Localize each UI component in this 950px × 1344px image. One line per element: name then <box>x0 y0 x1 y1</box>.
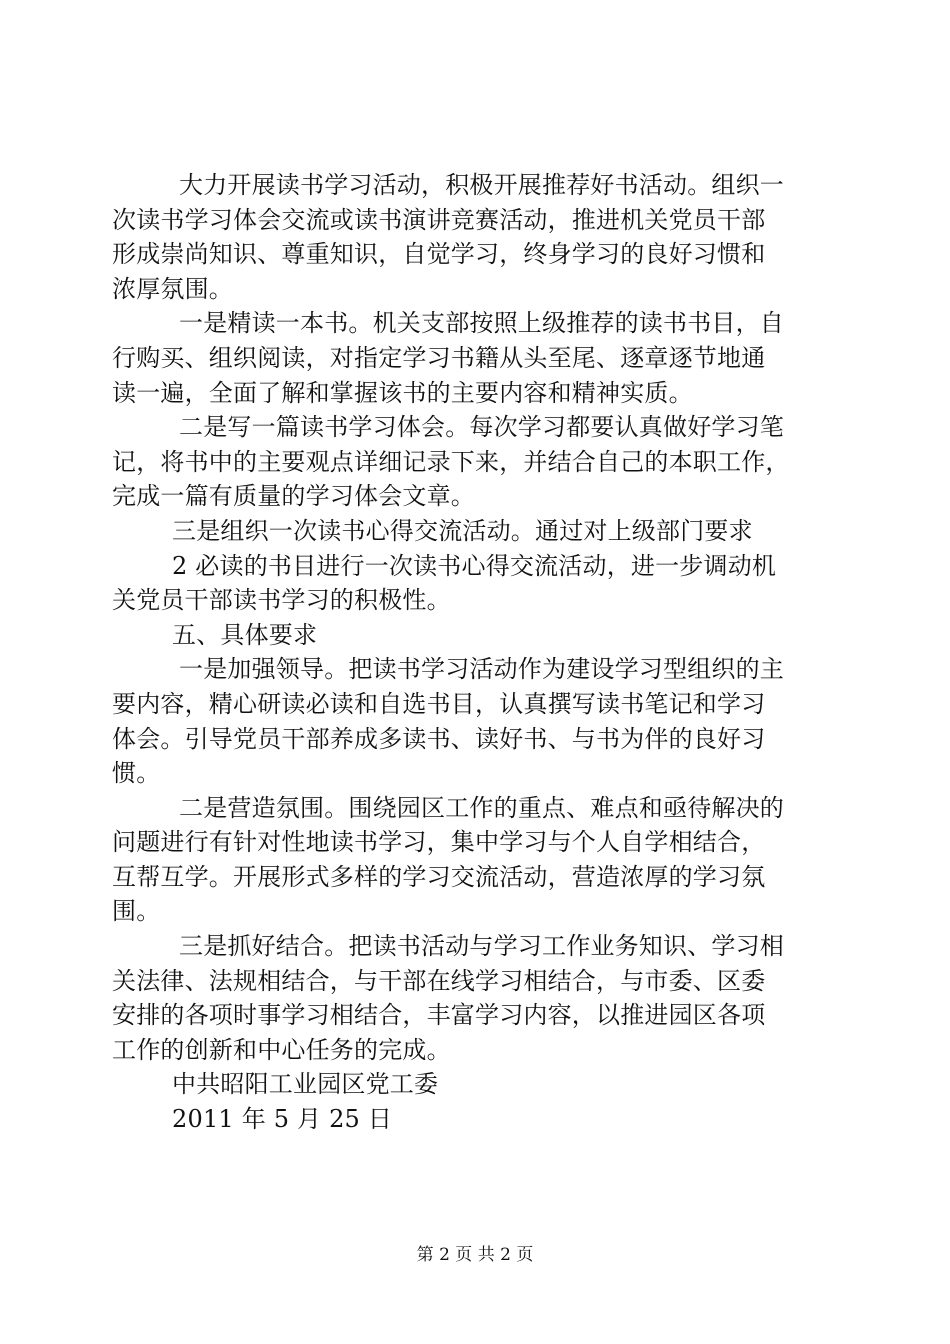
section-heading: 五、具体要求 <box>172 620 318 649</box>
paragraph-line: 行购买、组织阅读，对指定学习书籍从头至尾、逐章逐节地通 <box>112 343 766 372</box>
paragraph-line: 完成一篇有质量的学习体会文章。 <box>112 482 475 511</box>
page-footer: 第 2 页 共 2 页 <box>416 1245 534 1265</box>
paragraph-line: 工作的创新和中心任务的完成。 <box>112 1035 451 1064</box>
paragraph-line: 一是精读一本书。机关支部按照上级推荐的读书书目，自 <box>179 309 784 338</box>
paragraph-line: 要内容，精心研读必读和自选书目，认真撰写读书笔记和学习 <box>112 689 766 718</box>
paragraph-line: 二是营造氛围。围绕园区工作的重点、难点和亟待解决的 <box>179 793 784 822</box>
paragraph-line: 三是抓好结合。把读书活动与学习工作业务知识、学习相 <box>179 932 784 961</box>
paragraph-line: 三是组织一次读书心得交流活动。通过对上级部门要求 <box>172 516 753 545</box>
paragraph-line: 一是加强领导。把读书学习活动作为建设学习型组织的主 <box>179 655 784 684</box>
paragraph-line: 问题进行有针对性地读书学习，集中学习与个人自学相结合， <box>112 828 766 857</box>
paragraph-line: 读一遍，全面了解和掌握该书的主要内容和精神实质。 <box>112 378 693 407</box>
paragraph-line: 形成崇尚知识、尊重知识，自觉学习，终身学习的良好习惯和 <box>112 240 766 269</box>
paragraph-line: 记，将书中的主要观点详细记录下来，并结合自己的本职工作， <box>112 447 790 476</box>
paragraph-line: 二是写一篇读书学习体会。每次学习都要认真做好学习笔 <box>179 413 784 442</box>
paragraph-line: 围。 <box>112 897 161 926</box>
paragraph-line: 浓厚氛围。 <box>112 274 233 303</box>
paragraph-line: 2 必读的书目进行一次读书心得交流活动，进一步调动机 <box>172 551 777 580</box>
signature-organization: 中共昭阳工业园区党工委 <box>172 1070 439 1099</box>
paragraph-line: 关法律、法规相结合，与干部在线学习相结合，与市委、区委 <box>112 966 766 995</box>
document-body <box>112 168 832 1137</box>
paragraph-line: 体会。引导党员干部养成多读书、读好书、与书为伴的良好习 <box>112 724 766 753</box>
paragraph-line: 大力开展读书学习活动，积极开展推荐好书活动。组织一 <box>179 171 784 199</box>
paragraph-line: 关党员干部读书学习的积极性。 <box>112 586 451 615</box>
signature-date: 2011 年 5 月 25 日 <box>172 1105 393 1134</box>
paragraph-line: 次读书学习体会交流或读书演讲竞赛活动，推进机关党员干部 <box>112 205 766 234</box>
paragraph-line: 安排的各项时事学习相结合，丰富学习内容，以推进园区各项 <box>112 1001 766 1030</box>
paragraph-line: 惯。 <box>112 759 161 788</box>
paragraph-line: 互帮互学。开展形式多样的学习交流活动，营造浓厚的学习氛 <box>112 862 766 891</box>
